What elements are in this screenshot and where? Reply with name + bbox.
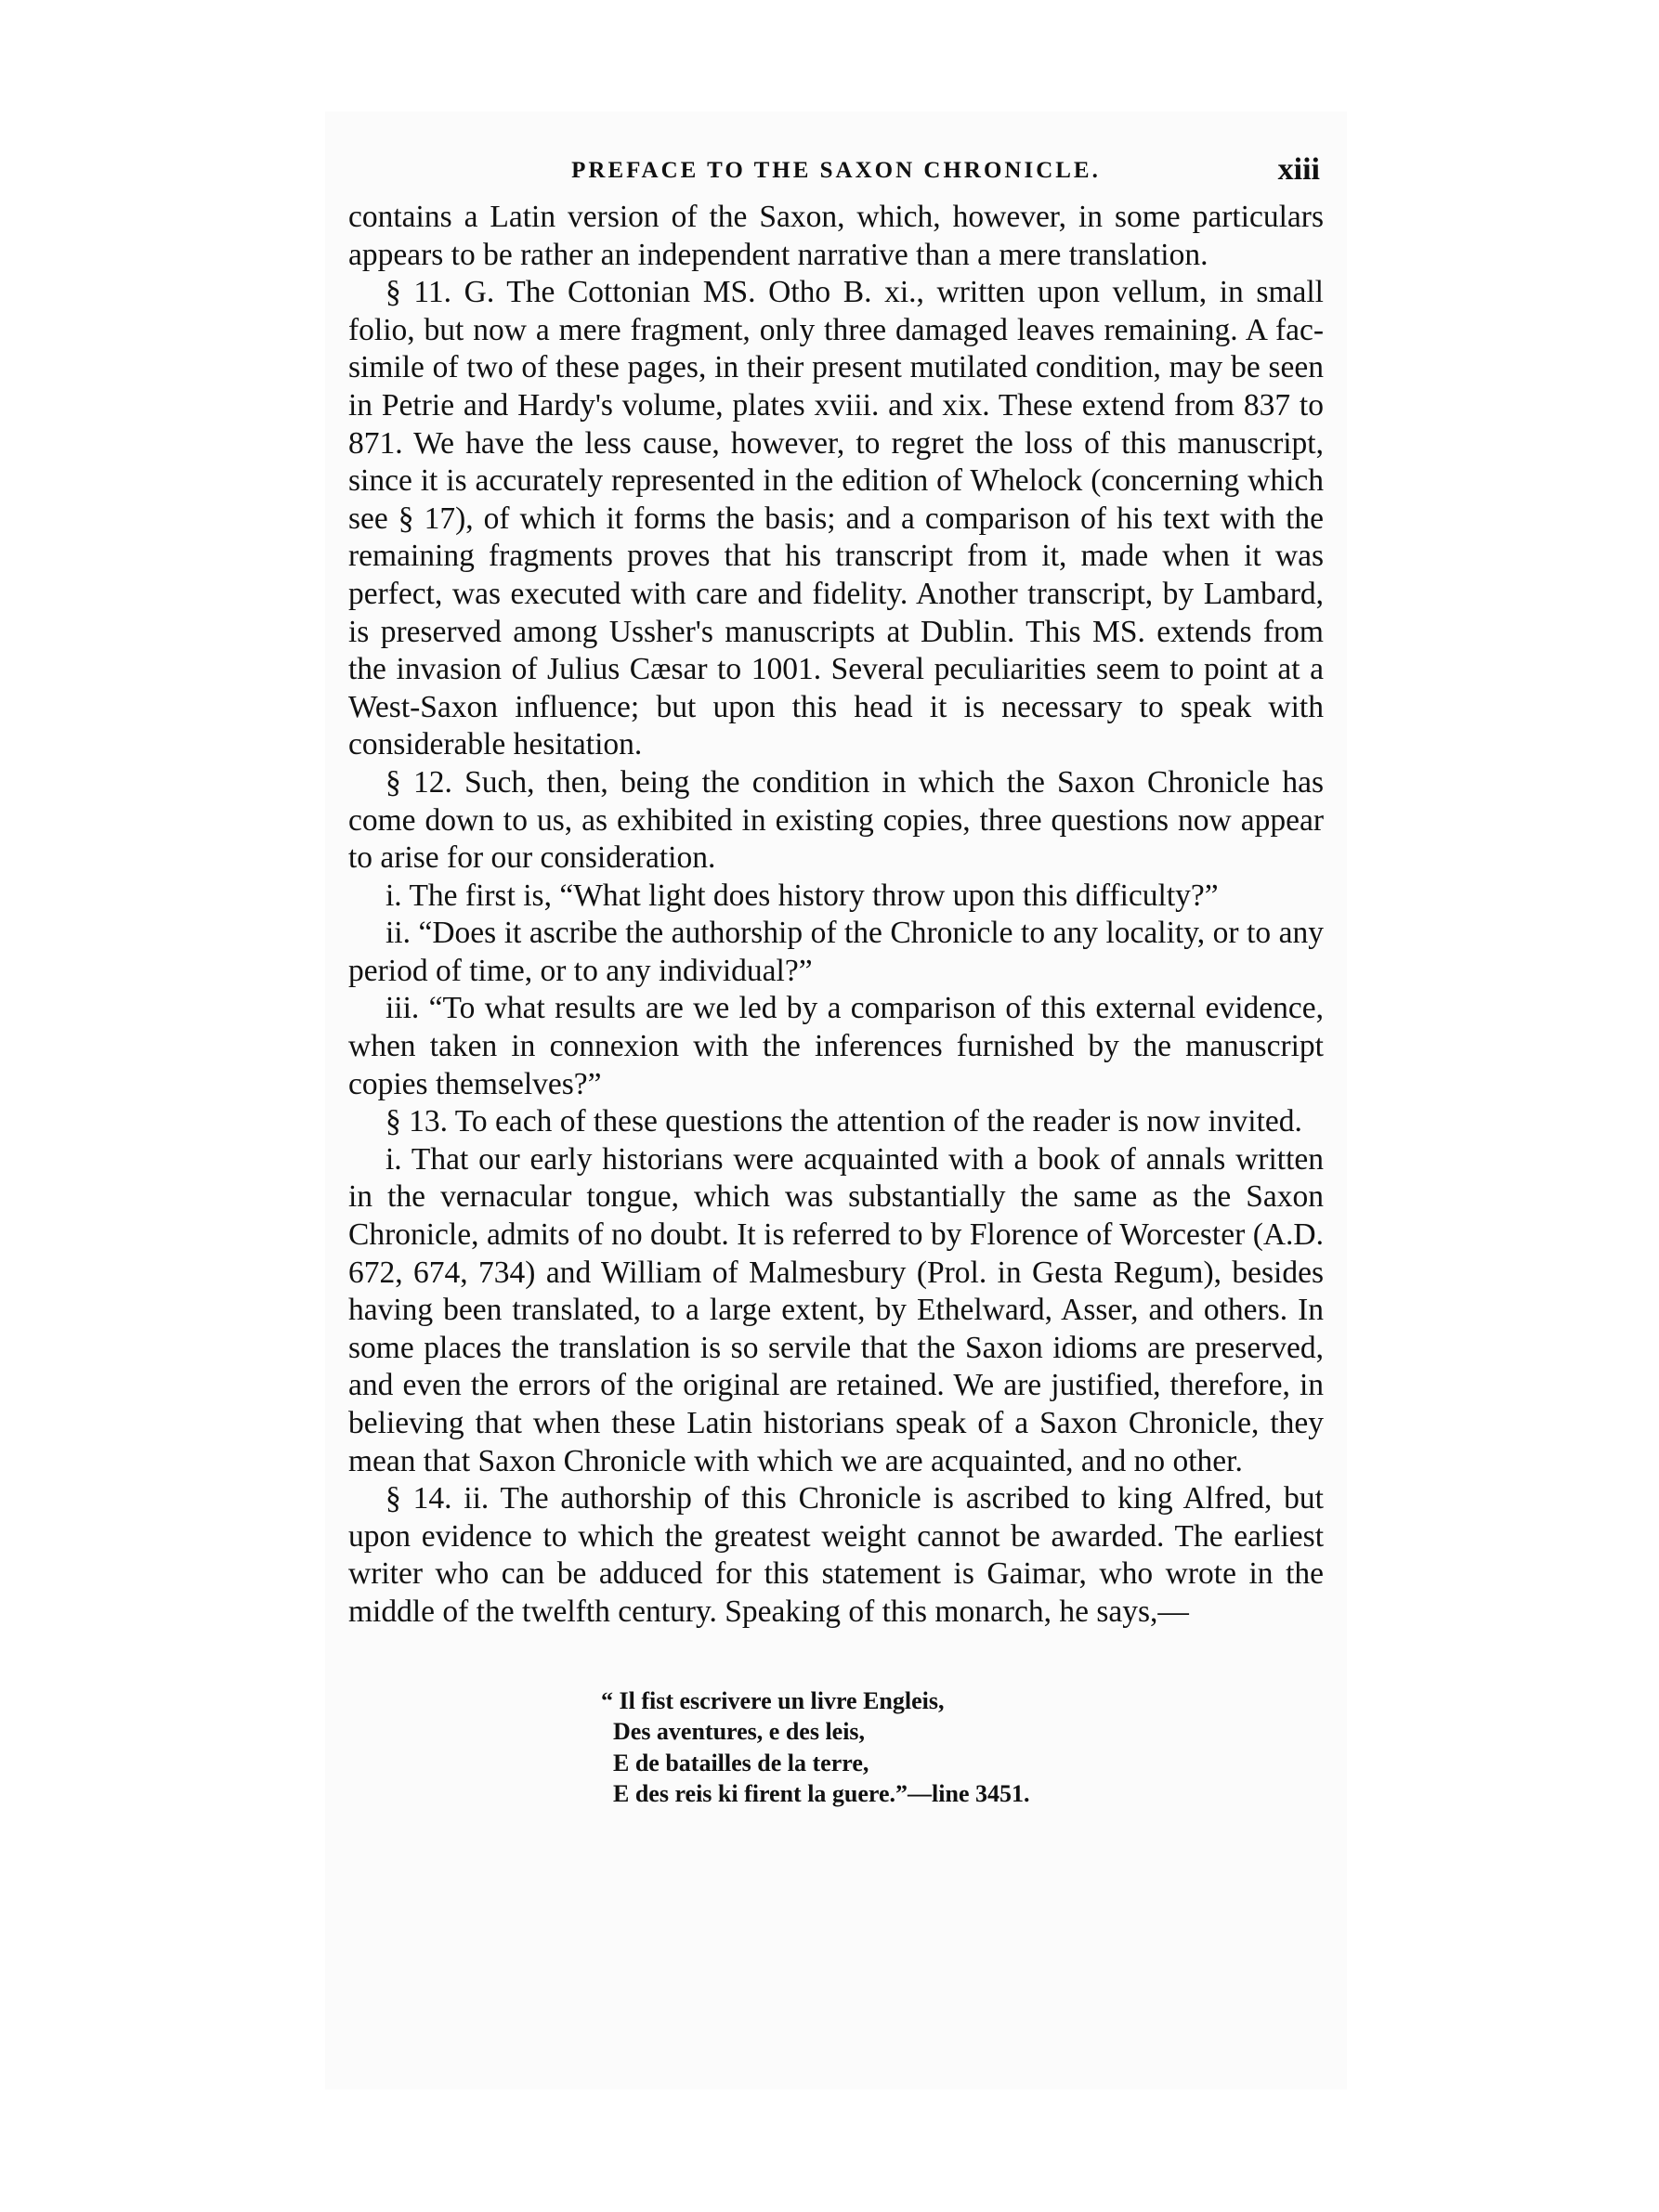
verse-line: E de batailles de la terre, [601, 1749, 869, 1776]
paragraph-answer-one: i. That our early historians were acquainted with a book of annals written in the vernacular tongue, which was substantially the same as the Saxon Chronicle, admits of no doubt. It is referred to by Florence of Worcester (A.D. 672, 674, 734) and William of Malmesbury (Prol. in Gesta Regum), besides having been translated, to a large extent, by Ethelward, Asser, and others. In some places the translation is so servile that the Saxon idioms are preserved, and even the errors of the original are retained. We are justified, therefore, in believing that when these Latin historians speak of a Saxon Chronicle, they mean that Saxon Chronicle with which we are acquainted, and no other. [348, 1141, 1324, 1478]
question-three: iii. “To what results are we led by a comparison of this external evidence, when taken in connexion with the inferences furnished by the manuscript copies themselves?” [348, 991, 1324, 1101]
paragraph-section-11: § 11. G. The Cottonian MS. Otho B. xi., written upon vellum, in small folio, but now a mere fragment, only three damaged leaves remaining. A fac-simile of two of these pages, in their present mutilated condition, may be seen in Petrie and Hardy's volume, plates xviii. and xix. These extend from 837 to 871. We have the less cause, however, to regret the loss of this manuscript, since it is accurately represented in the edition of Whelock (concerning which see § 17), of which it forms the basis; and a comparison of his text with the remaining fragments proves that his transcript from it, made when it was perfect, was executed with care and fidelity. Another transcript, by Lambard, is preserved among Ussher's manuscripts at Dublin. This MS. extends from the invasion of Julius Cæsar to 1001. Several peculiarities seem to point at a West-Saxon influence; but upon this head it is necessary to speak with considerable hesitation. [348, 275, 1324, 762]
verse-quotation [601, 1685, 1324, 1810]
question-two: ii. “Does it ascribe the authorship of the Chronicle to any locality, or to any period of time, or to any individual?” [348, 916, 1324, 988]
running-title: PREFACE TO THE SAXON CHRONICLE. [571, 158, 1101, 183]
question-one: i. The first is, “What light does history throw upon this difficulty?” [385, 878, 1219, 913]
book-page [348, 147, 1324, 1810]
paragraph-section-14: § 14. ii. The authorship of this Chronicle is ascribed to king Alfred, but upon evidence to which the greatest weight cannot be awarded. The earliest writer who can be adduced for this statement is Gaimar, who wrote in the middle of the twelfth century. Speaking of this monarch, he says,— [348, 1481, 1324, 1629]
page-number: xiii [1277, 152, 1320, 187]
verse-line: Des aventures, e des leis, [601, 1718, 866, 1746]
paragraph-continuation: contains a Latin version of the Saxon, which, however, in some particulars appears to be rather an independent narrative than a mere translation. [348, 200, 1324, 272]
running-head [348, 147, 1324, 199]
paragraph-section-13: § 13. To each of these questions the attention of the reader is now invited. [385, 1104, 1302, 1139]
body-text [348, 199, 1324, 1632]
verse-line: “ Il fist escrivere un livre Engleis, [601, 1686, 945, 1714]
paragraph-section-12: § 12. Such, then, being the condition in which the Saxon Chronicle has come down to us, as exhibited in existing copies, three questions now appear to arise for our consideration. [348, 764, 1324, 876]
verse-line: E des reis ki firent la guere.”—line 3451. [601, 1780, 1030, 1808]
